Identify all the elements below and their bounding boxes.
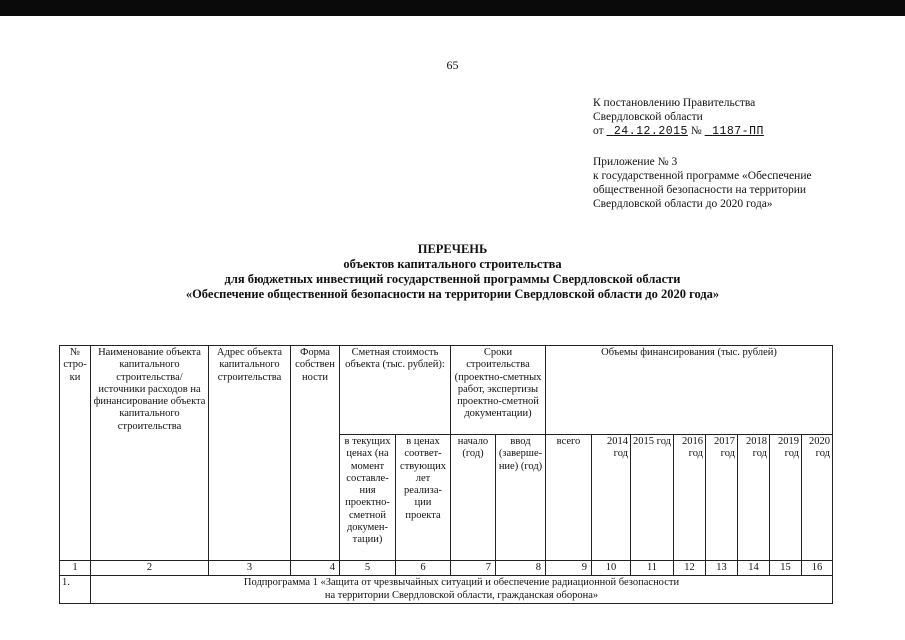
header-estimated-cost: Сметная стоимость объекта (тыс. рублей): bbox=[340, 346, 451, 435]
resolution-reference bbox=[593, 96, 893, 139]
header-object-name: Наименование объекта капитального строительства/ источники расходов на финансирование объекта капитального строительства bbox=[91, 346, 209, 561]
column-number: 12 bbox=[674, 561, 706, 576]
column-number: 6 bbox=[396, 561, 451, 576]
header-funding-volumes: Объемы финансирования (тыс. рублей) bbox=[546, 346, 833, 435]
column-number: 14 bbox=[738, 561, 770, 576]
header-year-2020: 2020 год bbox=[802, 435, 833, 561]
appendix-line-2: к государственной программе «Обеспечение bbox=[593, 170, 812, 182]
header-year-2016: 2016 год bbox=[674, 435, 706, 561]
header-year-2018: 2018 год bbox=[738, 435, 770, 561]
column-number: 4 bbox=[291, 561, 340, 576]
appendix-line-1: Приложение № 3 bbox=[593, 156, 678, 168]
reference-line-2: Свердловской области bbox=[593, 111, 703, 123]
subprogram-line-1: Подпрограмма 1 «Защита от чрезвычайных ситуаций и обеспечение радиационной безопасности bbox=[243, 577, 680, 589]
column-number: 10 bbox=[592, 561, 631, 576]
column-number-row bbox=[60, 561, 833, 576]
reference-date-line bbox=[593, 124, 893, 139]
row-number: 1. bbox=[60, 576, 91, 604]
appendix-line-4: Свердловской области до 2020 года» bbox=[593, 198, 773, 210]
subprogram-line-2: на территории Свердловской области, гражданская оборона» bbox=[324, 589, 599, 601]
header-total: всего bbox=[546, 435, 592, 561]
header-year-2015: 2015 год bbox=[631, 435, 674, 561]
subprogram-title bbox=[91, 576, 833, 604]
appendix-block bbox=[593, 155, 893, 211]
header-year-2017: 2017 год bbox=[706, 435, 738, 561]
column-number: 3 bbox=[209, 561, 291, 576]
number-prefix: № bbox=[690, 125, 702, 137]
column-number: 7 bbox=[451, 561, 496, 576]
appendix-line-3: общественной безопасности на территории bbox=[593, 184, 807, 196]
column-number: 13 bbox=[706, 561, 738, 576]
scan-top-border bbox=[0, 0, 905, 16]
header-row-number: № стро- ки bbox=[60, 346, 91, 561]
resolution-date: 24.12.2015 bbox=[613, 125, 688, 138]
header-year-2014: 2014 год bbox=[592, 435, 631, 561]
header-year-2019: 2019 год bbox=[770, 435, 802, 561]
document-title bbox=[0, 242, 905, 302]
resolution-number: 1187-ПП bbox=[712, 125, 764, 138]
column-number: 1 bbox=[60, 561, 91, 576]
column-number: 8 bbox=[496, 561, 546, 576]
column-number: 2 bbox=[91, 561, 209, 576]
header-ownership-form: Форма собствен ности bbox=[291, 346, 340, 561]
title-line-3: для бюджетных инвестиций государственной программы Свердловской области bbox=[224, 272, 681, 286]
table-row bbox=[60, 576, 833, 604]
column-number: 16 bbox=[802, 561, 833, 576]
title-line-2: объектов капитального строительства bbox=[343, 257, 562, 271]
header-cost-current-prices: в текущих ценах (на момент составле- ния проектно- сметной докумен- тации) bbox=[340, 435, 396, 561]
column-number: 9 bbox=[546, 561, 592, 576]
column-number: 5 bbox=[340, 561, 396, 576]
capital-objects-table bbox=[59, 345, 833, 604]
column-number: 15 bbox=[770, 561, 802, 576]
header-end-year: ввод (заверше- ние) (год) bbox=[496, 435, 546, 561]
column-number: 11 bbox=[631, 561, 674, 576]
title-line-4: «Обеспечение общественной безопасности на территории Свердловской области до 2020 года» bbox=[185, 287, 720, 301]
header-construction-terms: Сроки строительства (проектно-сметных работ, экспертизы проектно-сметной документации) bbox=[451, 346, 546, 435]
header-cost-real-prices: в ценах соответ- ствующих лет реализа- ции проекта bbox=[396, 435, 451, 561]
page-number: 65 bbox=[446, 58, 459, 72]
header-object-address: Адрес объекта капитального строительства bbox=[209, 346, 291, 561]
title-line-1: ПЕРЕЧЕНЬ bbox=[417, 242, 488, 256]
header-start-year: начало (год) bbox=[451, 435, 496, 561]
reference-line-1: К постановлению Правительства bbox=[593, 97, 756, 109]
date-prefix: от bbox=[593, 125, 604, 137]
